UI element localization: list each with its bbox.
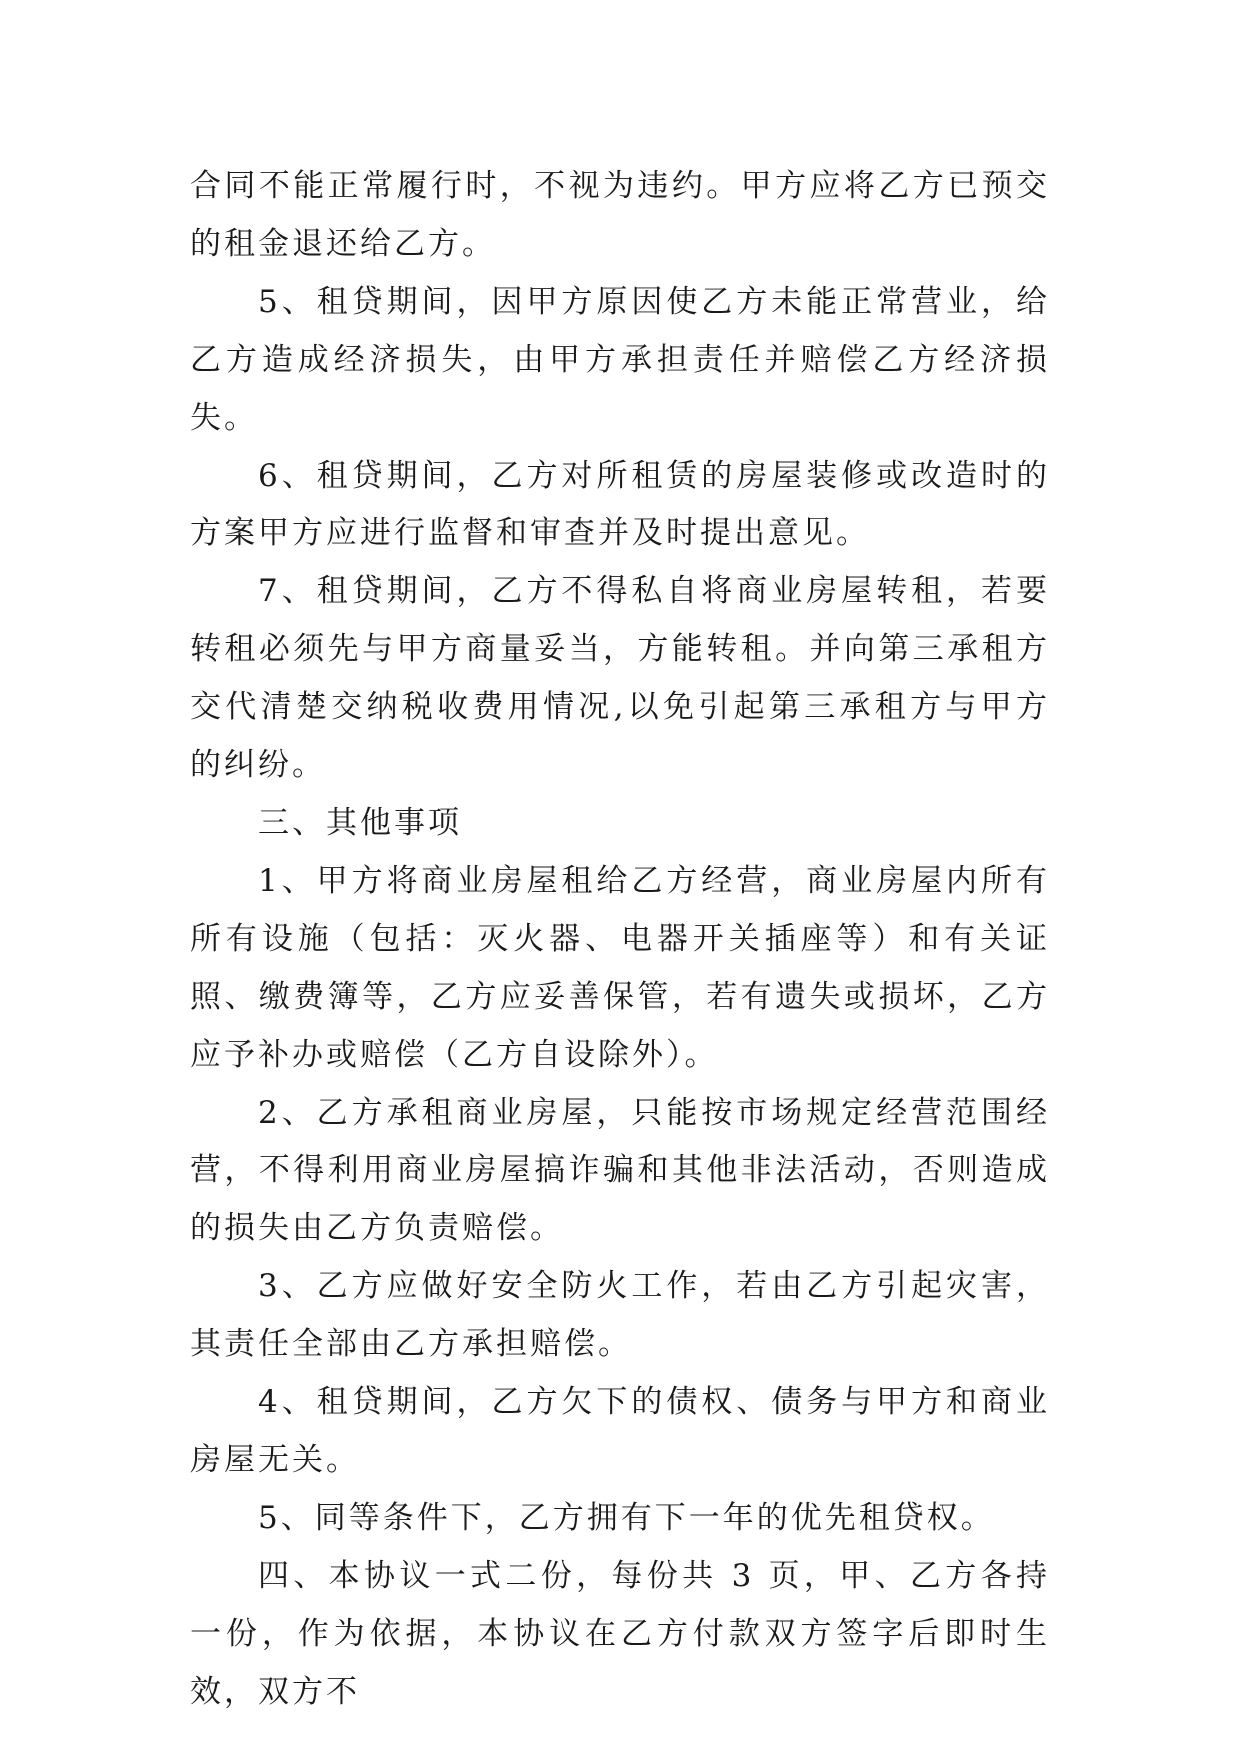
- paragraph: 2、乙方承租商业房屋，只能按市场规定经营范围经营，不得利用商业房屋搞诈骗和其他非法活动，否则造成的损失由乙方负责赔偿。: [190, 1094, 1050, 1247]
- paragraph: 5、同等条件下，乙方拥有下一年的优先租贷权。: [258, 1499, 995, 1536]
- paragraph: 5、租贷期间，因甲方原因使乙方未能正常营业，给乙方造成经济损失，由甲方承担责任并赔偿乙方经济损失。: [190, 283, 1050, 436]
- document-page: [190, 158, 1050, 1721]
- paragraph: 3、乙方应做好安全防火工作，若由乙方引起灾害，其责任全部由乙方承担赔偿。: [190, 1268, 1050, 1363]
- paragraph: 7、租贷期间，乙方不得私自将商业房屋转租，若要转租必须先与甲方商量妥当，方能转租。并向第三承租方交代清楚交纳税收费用情况,以免引起第三承租方与甲方的纠纷。: [190, 573, 1050, 784]
- paragraph: 合同不能正常履行时，不视为违约。甲方应将乙方已预交的租金退还给乙方。: [190, 168, 1050, 262]
- paragraph: 1、甲方将商业房屋租给乙方经营，商业房屋内所有所有设施（包括：灭火器、电器开关插座等）和有关证照、缴费簿等，乙方应妥善保管，若有遗失或损坏，乙方应予补办或赔偿（乙方自设除外）。: [190, 862, 1050, 1073]
- paragraph: 6、租贷期间，乙方对所租赁的房屋装修或改造时的方案甲方应进行监督和审查并及时提出意见。: [190, 457, 1050, 552]
- paragraph: 4、租贷期间，乙方欠下的债权、债务与甲方和商业房屋无关。: [190, 1384, 1050, 1478]
- section-heading: 三、其他事项: [258, 804, 462, 841]
- paragraph: 四、本协议一式二份，每份共 3 页，甲、乙方各持一份，作为依据，本协议在乙方付款双方签字后即时生效，双方不: [190, 1557, 1050, 1710]
